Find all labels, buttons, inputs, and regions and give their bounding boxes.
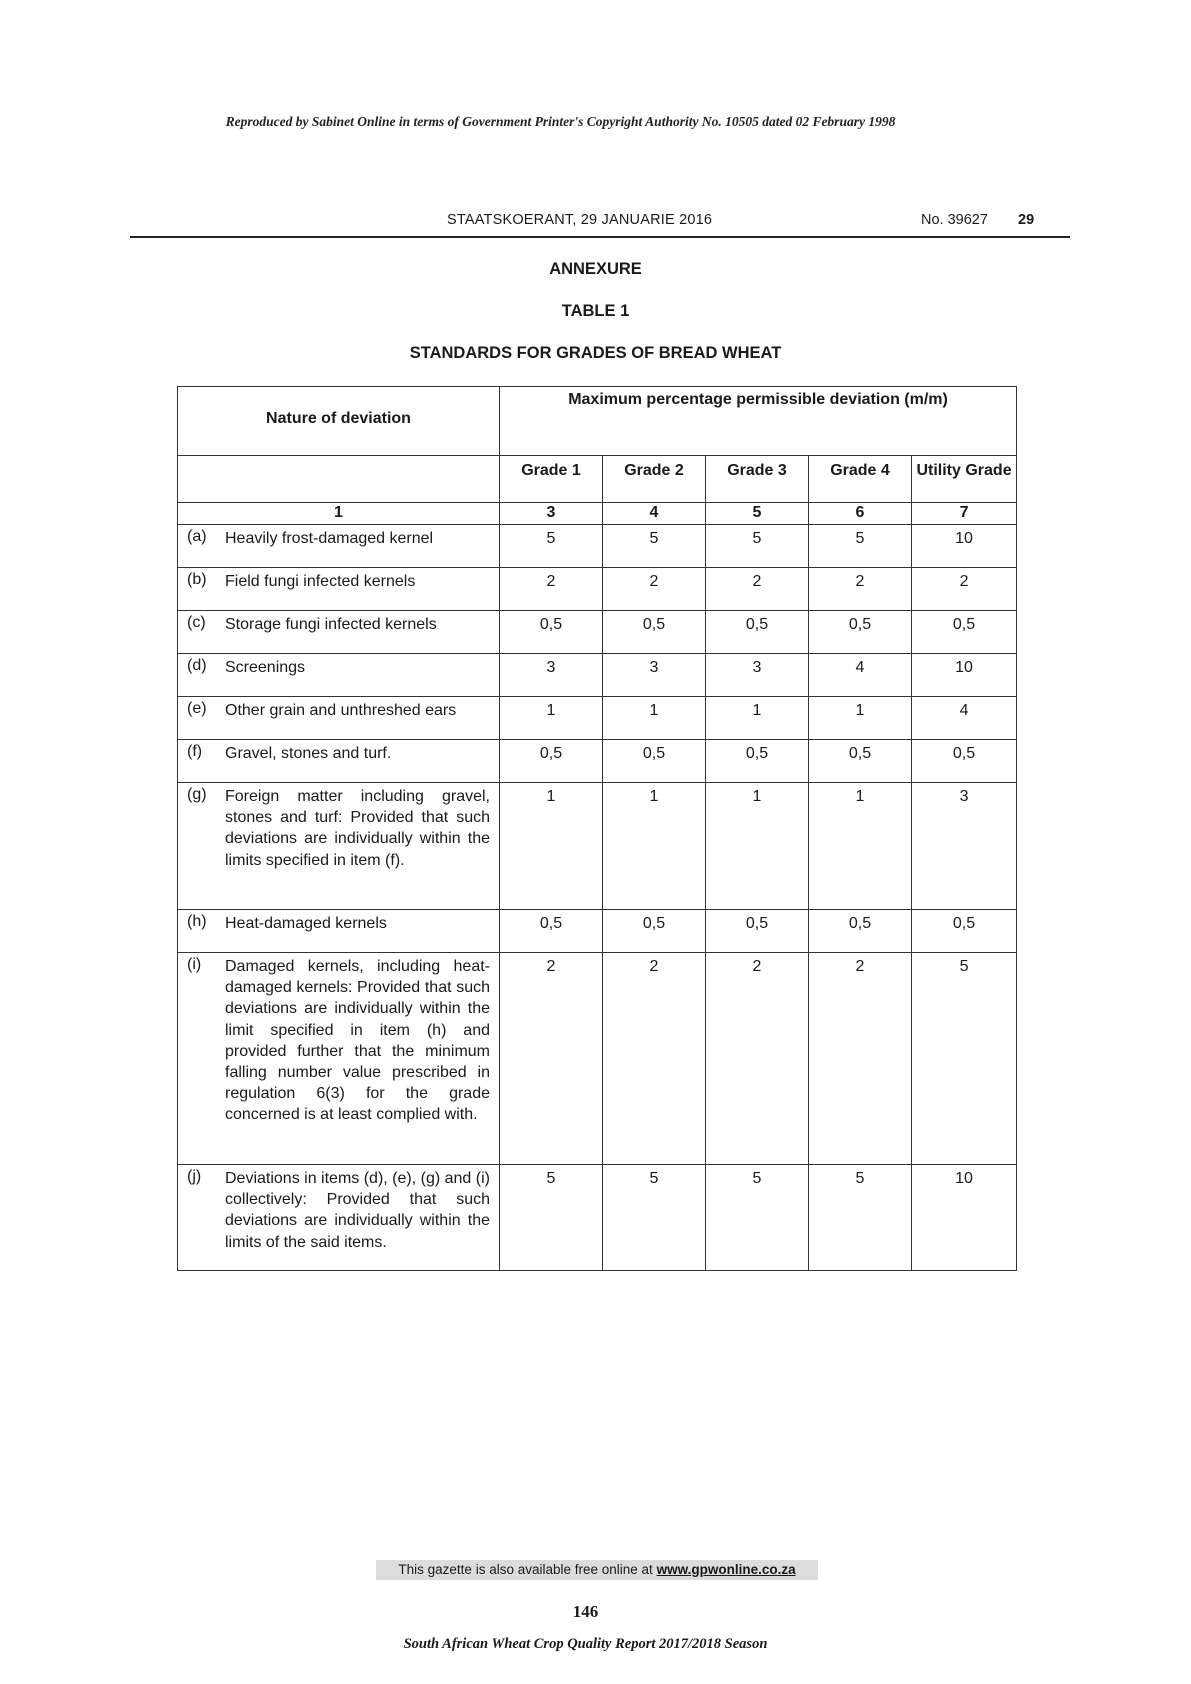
item-letter: (i) [187, 956, 202, 973]
table-heading: TABLE 1 [561, 302, 630, 320]
item-letter: (g) [187, 786, 207, 803]
table-row [178, 783, 1017, 910]
table-row [178, 910, 1017, 953]
item-letter: (d) [187, 657, 207, 674]
grade-value-cell: 1 [809, 783, 912, 910]
item-letter: (b) [187, 571, 207, 588]
grade-value-cell: 0,5 [500, 910, 603, 953]
grade-value-cell: 1 [809, 697, 912, 740]
table-row [178, 611, 1017, 654]
gazette-number: No. 39627 [921, 212, 988, 228]
grade-value-cell: 5 [706, 525, 809, 568]
table-header-row [178, 387, 1017, 456]
grade-value-cell: 0,5 [809, 740, 912, 783]
grade-2-header: Grade 2 [603, 456, 706, 503]
grades-table [177, 386, 1017, 1271]
grade-value-cell: 0,5 [706, 740, 809, 783]
item-letter: (f) [187, 743, 203, 760]
grade-value-cell: 1 [706, 697, 809, 740]
gazette-title: STAATSKOERANT, 29 JANUARIE 2016 [447, 212, 713, 228]
availability-text: This gazette is also available free online at [398, 1562, 653, 1577]
grade-value-cell: 2 [809, 568, 912, 611]
grade-value-cell: 5 [603, 1165, 706, 1271]
deviation-cell [178, 697, 500, 740]
blank-header-cell [178, 456, 500, 503]
gazette-header [130, 200, 1070, 238]
grade-4-header: Grade 4 [809, 456, 912, 503]
grade-value-cell: 10 [912, 525, 1017, 568]
deviation-description: Deviations in items (d), (e), (g) and (i) collectively: Provided that such deviations are individually within the limits of the said items. [225, 1170, 490, 1251]
annexure-heading: ANNEXURE [549, 260, 642, 278]
grade-value-cell: 1 [500, 783, 603, 910]
item-letter: (e) [187, 700, 207, 717]
nature-of-deviation-header: Nature of deviation [178, 387, 500, 456]
grade-3-header: Grade 3 [706, 456, 809, 503]
grade-value-cell: 3 [706, 654, 809, 697]
column-number-row [178, 503, 1017, 525]
grade-value-cell: 3 [912, 783, 1017, 910]
standards-heading: STANDARDS FOR GRADES OF BREAD WHEAT [409, 344, 782, 362]
grade-value-cell: 1 [706, 783, 809, 910]
grade-value-cell: 2 [912, 568, 1017, 611]
column-number: 4 [603, 503, 706, 525]
report-title: South African Wheat Crop Quality Report 2017/2018 Season [403, 1636, 768, 1652]
grade-value-cell: 0,5 [603, 910, 706, 953]
grade-value-cell: 4 [809, 654, 912, 697]
grade-value-cell: 0,5 [603, 611, 706, 654]
deviation-description: Heat-damaged kernels [225, 915, 387, 932]
grade-value-cell: 3 [603, 654, 706, 697]
table-body [178, 525, 1017, 1271]
deviation-description: Gravel, stones and turf. [225, 745, 392, 762]
grade-value-cell: 2 [500, 568, 603, 611]
grade-value-cell: 10 [912, 1165, 1017, 1271]
grade-value-cell: 0,5 [706, 910, 809, 953]
deviation-description: Other grain and unthreshed ears [225, 702, 457, 719]
grade-value-cell: 0,5 [912, 910, 1017, 953]
grade-value-cell: 1 [603, 697, 706, 740]
item-letter: (j) [187, 1168, 202, 1185]
grade-value-cell: 2 [500, 953, 603, 1165]
grade-header-row [178, 456, 1017, 503]
item-letter: (c) [187, 614, 206, 631]
grade-value-cell: 0,5 [603, 740, 706, 783]
grade-value-cell: 5 [706, 1165, 809, 1271]
availability-banner [376, 1560, 818, 1580]
grade-value-cell: 5 [603, 525, 706, 568]
table-row [178, 525, 1017, 568]
grade-value-cell: 10 [912, 654, 1017, 697]
grade-value-cell: 5 [912, 953, 1017, 1165]
gazette-page-number: 29 [1018, 212, 1035, 228]
deviation-description: Field fungi infected kernels [225, 573, 416, 590]
utility-grade-header: Utility Grade [912, 456, 1017, 503]
table-row [178, 1165, 1017, 1271]
grade-value-cell: 2 [603, 568, 706, 611]
column-number: 3 [500, 503, 603, 525]
deviation-cell [178, 654, 500, 697]
grade-value-cell: 5 [809, 525, 912, 568]
deviation-description: Damaged kernels, including heat-damaged kernels: Provided that such deviations are individually within the limit specified in item (h) and provided further that the minimum falling number value prescribed in regulation 6(3) for the grade concerned is at least complied with. [225, 958, 490, 1124]
column-number: 1 [178, 503, 500, 525]
reproduction-notice: Reproduced by Sabinet Online in terms of Government Printer's Copyright Authority No. 10505 dated 02 February 1998 [225, 114, 896, 129]
column-number: 6 [809, 503, 912, 525]
grade-value-cell: 2 [809, 953, 912, 1165]
deviation-cell [178, 568, 500, 611]
grade-value-cell: 5 [500, 1165, 603, 1271]
grade-value-cell: 0,5 [912, 611, 1017, 654]
grade-value-cell: 5 [500, 525, 603, 568]
deviation-cell [178, 783, 500, 910]
column-number: 7 [912, 503, 1017, 525]
grade-value-cell: 0,5 [500, 611, 603, 654]
page-number: 146 [572, 1602, 599, 1621]
table-row [178, 740, 1017, 783]
grade-value-cell: 2 [706, 953, 809, 1165]
deviation-cell [178, 910, 500, 953]
deviation-description: Screenings [225, 659, 306, 676]
column-number: 5 [706, 503, 809, 525]
grade-value-cell: 1 [500, 697, 603, 740]
grade-value-cell: 2 [603, 953, 706, 1165]
item-letter: (a) [187, 528, 207, 545]
deviation-cell [178, 525, 500, 568]
table-row [178, 697, 1017, 740]
deviation-description: Foreign matter including gravel, stones and turf: Provided that such deviations are individually within the limits specified in item (f). [225, 788, 490, 869]
deviation-cell [178, 611, 500, 654]
deviation-cell [178, 953, 500, 1165]
grade-value-cell: 4 [912, 697, 1017, 740]
gpwonline-link[interactable]: www.gpwonline.co.za [656, 1562, 796, 1577]
deviation-description: Heavily frost-damaged kernel [225, 530, 434, 547]
table-row [178, 654, 1017, 697]
grade-value-cell: 0,5 [809, 611, 912, 654]
grade-value-cell: 3 [500, 654, 603, 697]
grade-value-cell: 5 [809, 1165, 912, 1271]
grade-value-cell: 0,5 [500, 740, 603, 783]
table-row [178, 568, 1017, 611]
item-letter: (h) [187, 913, 207, 930]
deviation-cell [178, 740, 500, 783]
grade-value-cell: 0,5 [706, 611, 809, 654]
grade-value-cell: 1 [603, 783, 706, 910]
deviation-description: Storage fungi infected kernels [225, 616, 437, 633]
grade-1-header: Grade 1 [500, 456, 603, 503]
deviation-cell [178, 1165, 500, 1271]
max-deviation-header: Maximum percentage permissible deviation (m/m) [500, 387, 1017, 456]
grade-value-cell: 0,5 [809, 910, 912, 953]
grade-value-cell: 0,5 [912, 740, 1017, 783]
table-row [178, 953, 1017, 1165]
grade-value-cell: 2 [706, 568, 809, 611]
